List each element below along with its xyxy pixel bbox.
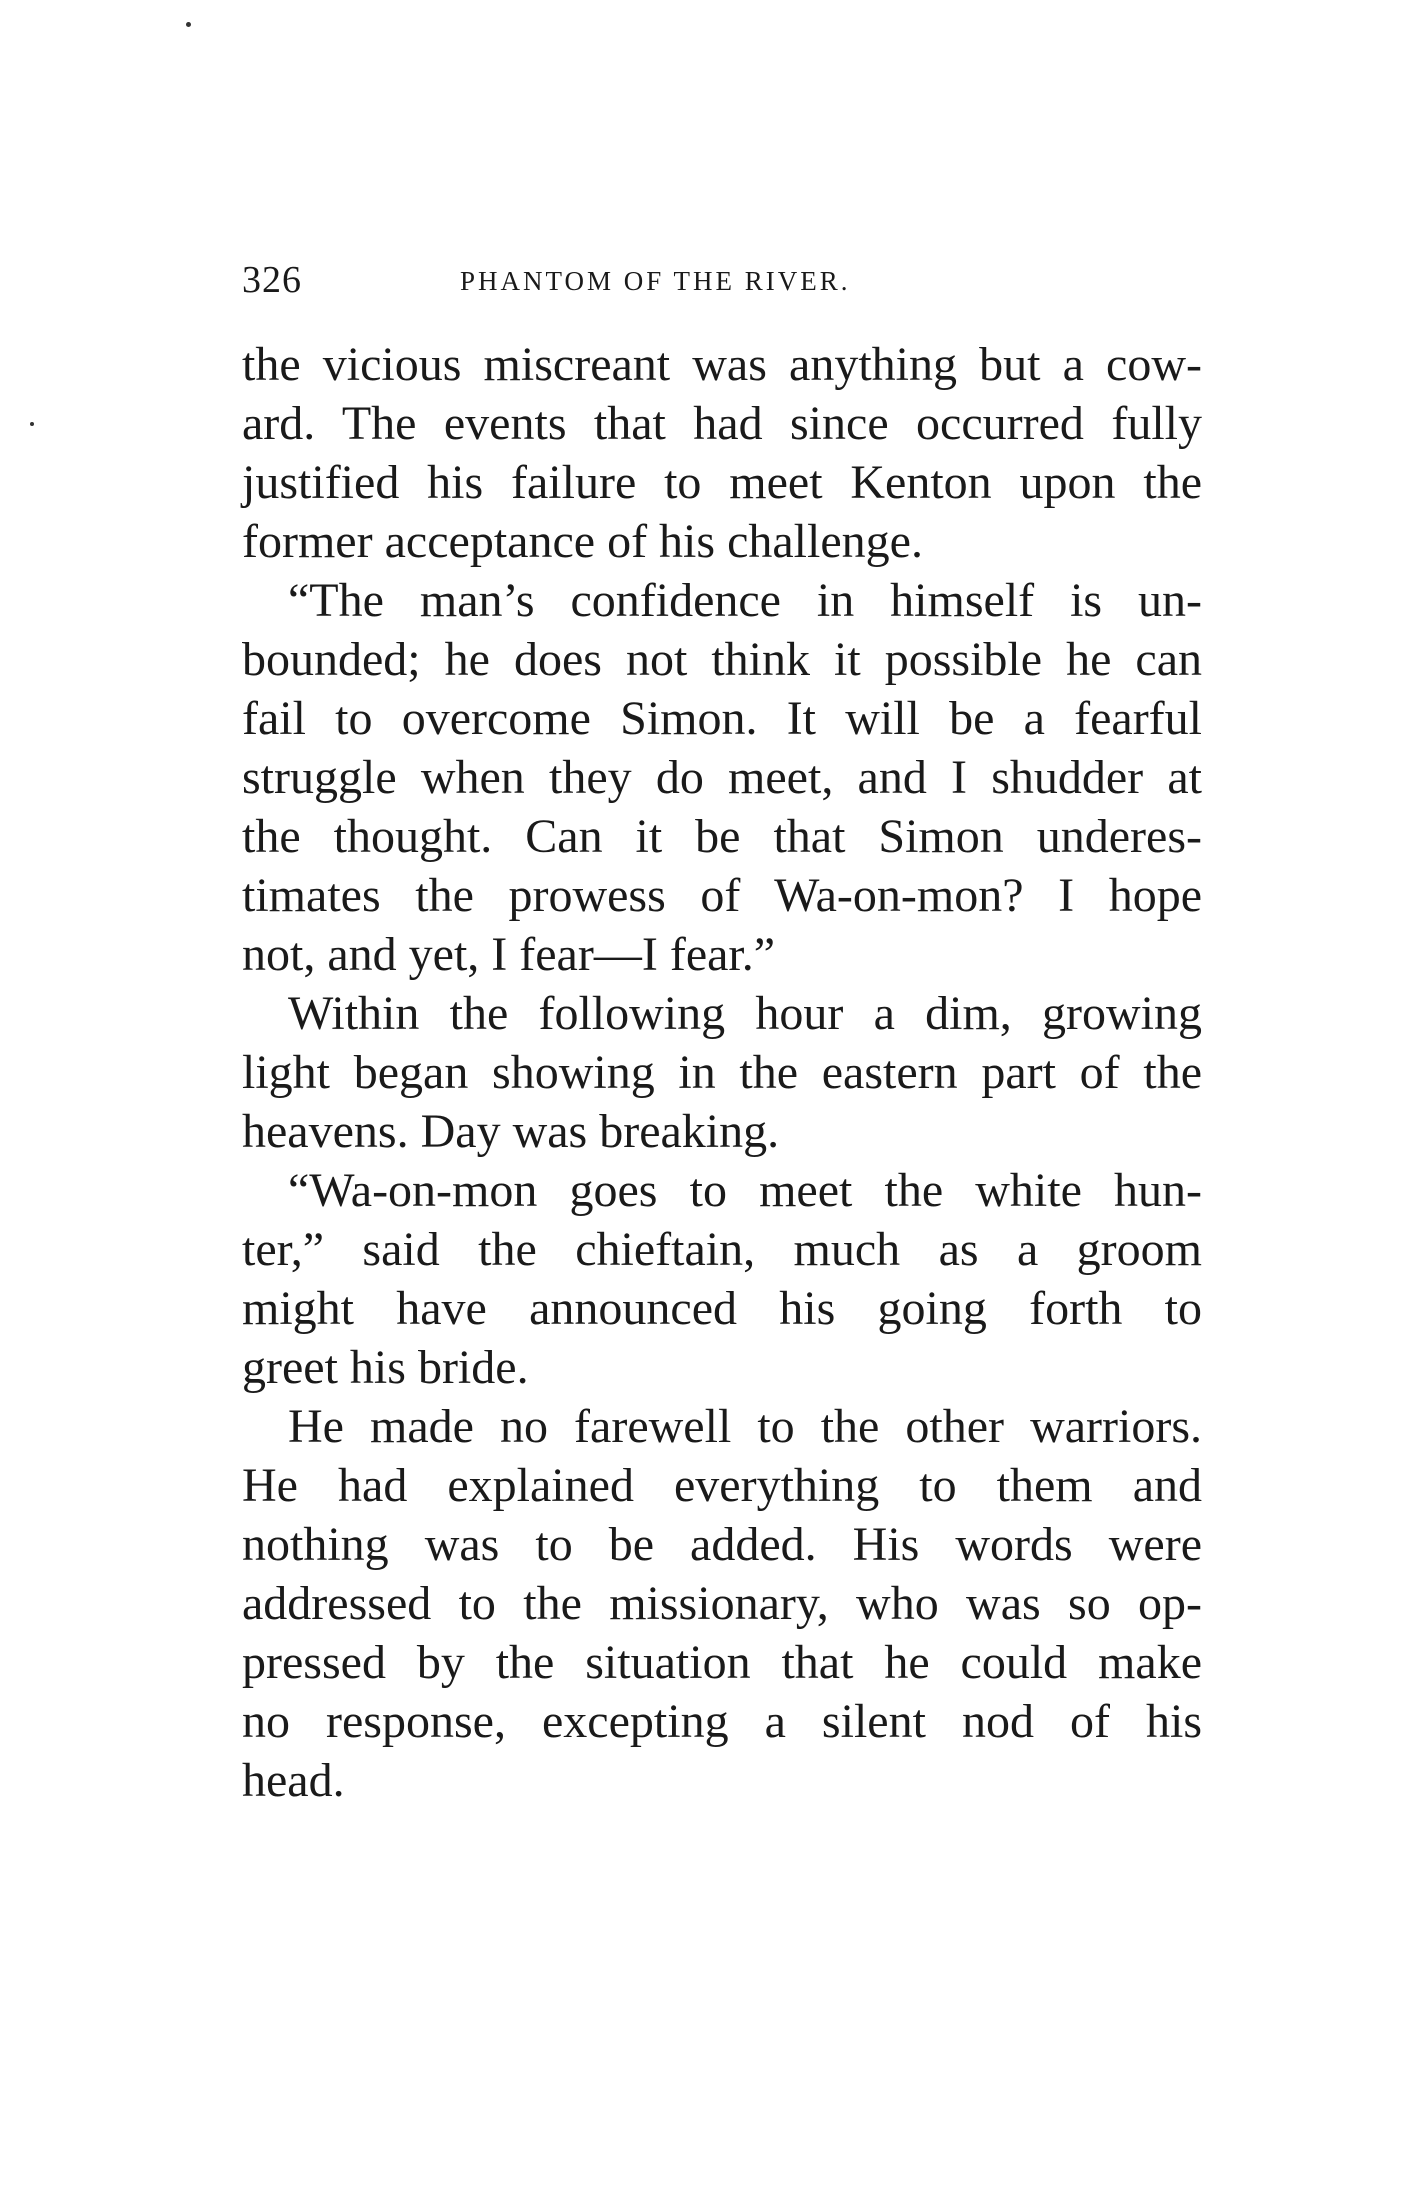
text-line: fail to overcome Simon. It will be a fearful bbox=[242, 692, 1202, 745]
text-line: not, and yet, I fear—I fear.” bbox=[242, 928, 776, 981]
text-line: head. bbox=[242, 1754, 345, 1807]
text-line: struggle when they do meet, and I shudder at bbox=[242, 751, 1202, 804]
text-line: addressed to the missionary, who was so op- bbox=[242, 1577, 1202, 1630]
text-line: “The man’s confidence in himself is un- bbox=[288, 574, 1202, 627]
page-number: 326 bbox=[242, 259, 302, 301]
text-line: bounded; he does not think it possible he can bbox=[242, 633, 1202, 686]
text-line: the thought. Can it be that Simon underes- bbox=[242, 810, 1202, 863]
ink-speck bbox=[186, 22, 191, 27]
text-line: heavens. Day was breaking. bbox=[242, 1105, 780, 1158]
text-line: former acceptance of his challenge. bbox=[242, 515, 923, 568]
text-line: ard. The events that had since occurred fully bbox=[242, 397, 1202, 450]
text-line: might have announced his going forth to bbox=[242, 1282, 1202, 1335]
body-text bbox=[242, 335, 1202, 1810]
text-line: no response, excepting a silent nod of his bbox=[242, 1695, 1202, 1748]
running-head bbox=[242, 258, 1202, 308]
text-line: “Wa-on-mon goes to meet the white hun- bbox=[288, 1164, 1202, 1217]
text-line: nothing was to be added. His words were bbox=[242, 1518, 1202, 1571]
running-title: PHANTOM OF THE RIVER. bbox=[460, 266, 851, 296]
text-line: justified his failure to meet Kenton upon the bbox=[242, 456, 1202, 509]
text-line: He made no farewell to the other warriors. bbox=[288, 1400, 1202, 1453]
ink-speck bbox=[30, 422, 34, 426]
text-line: Within the following hour a dim, growing bbox=[288, 987, 1202, 1040]
text-line: timates the prowess of Wa-on-mon? I hope bbox=[242, 869, 1202, 922]
text-line: He had explained everything to them and bbox=[242, 1459, 1202, 1512]
text-line: greet his bride. bbox=[242, 1341, 529, 1394]
text-line: light began showing in the eastern part of the bbox=[242, 1046, 1202, 1099]
text-line: pressed by the situation that he could make bbox=[242, 1636, 1202, 1689]
text-line: ter,” said the chieftain, much as a groom bbox=[242, 1223, 1202, 1276]
text-line: the vicious miscreant was anything but a cow- bbox=[242, 338, 1202, 391]
